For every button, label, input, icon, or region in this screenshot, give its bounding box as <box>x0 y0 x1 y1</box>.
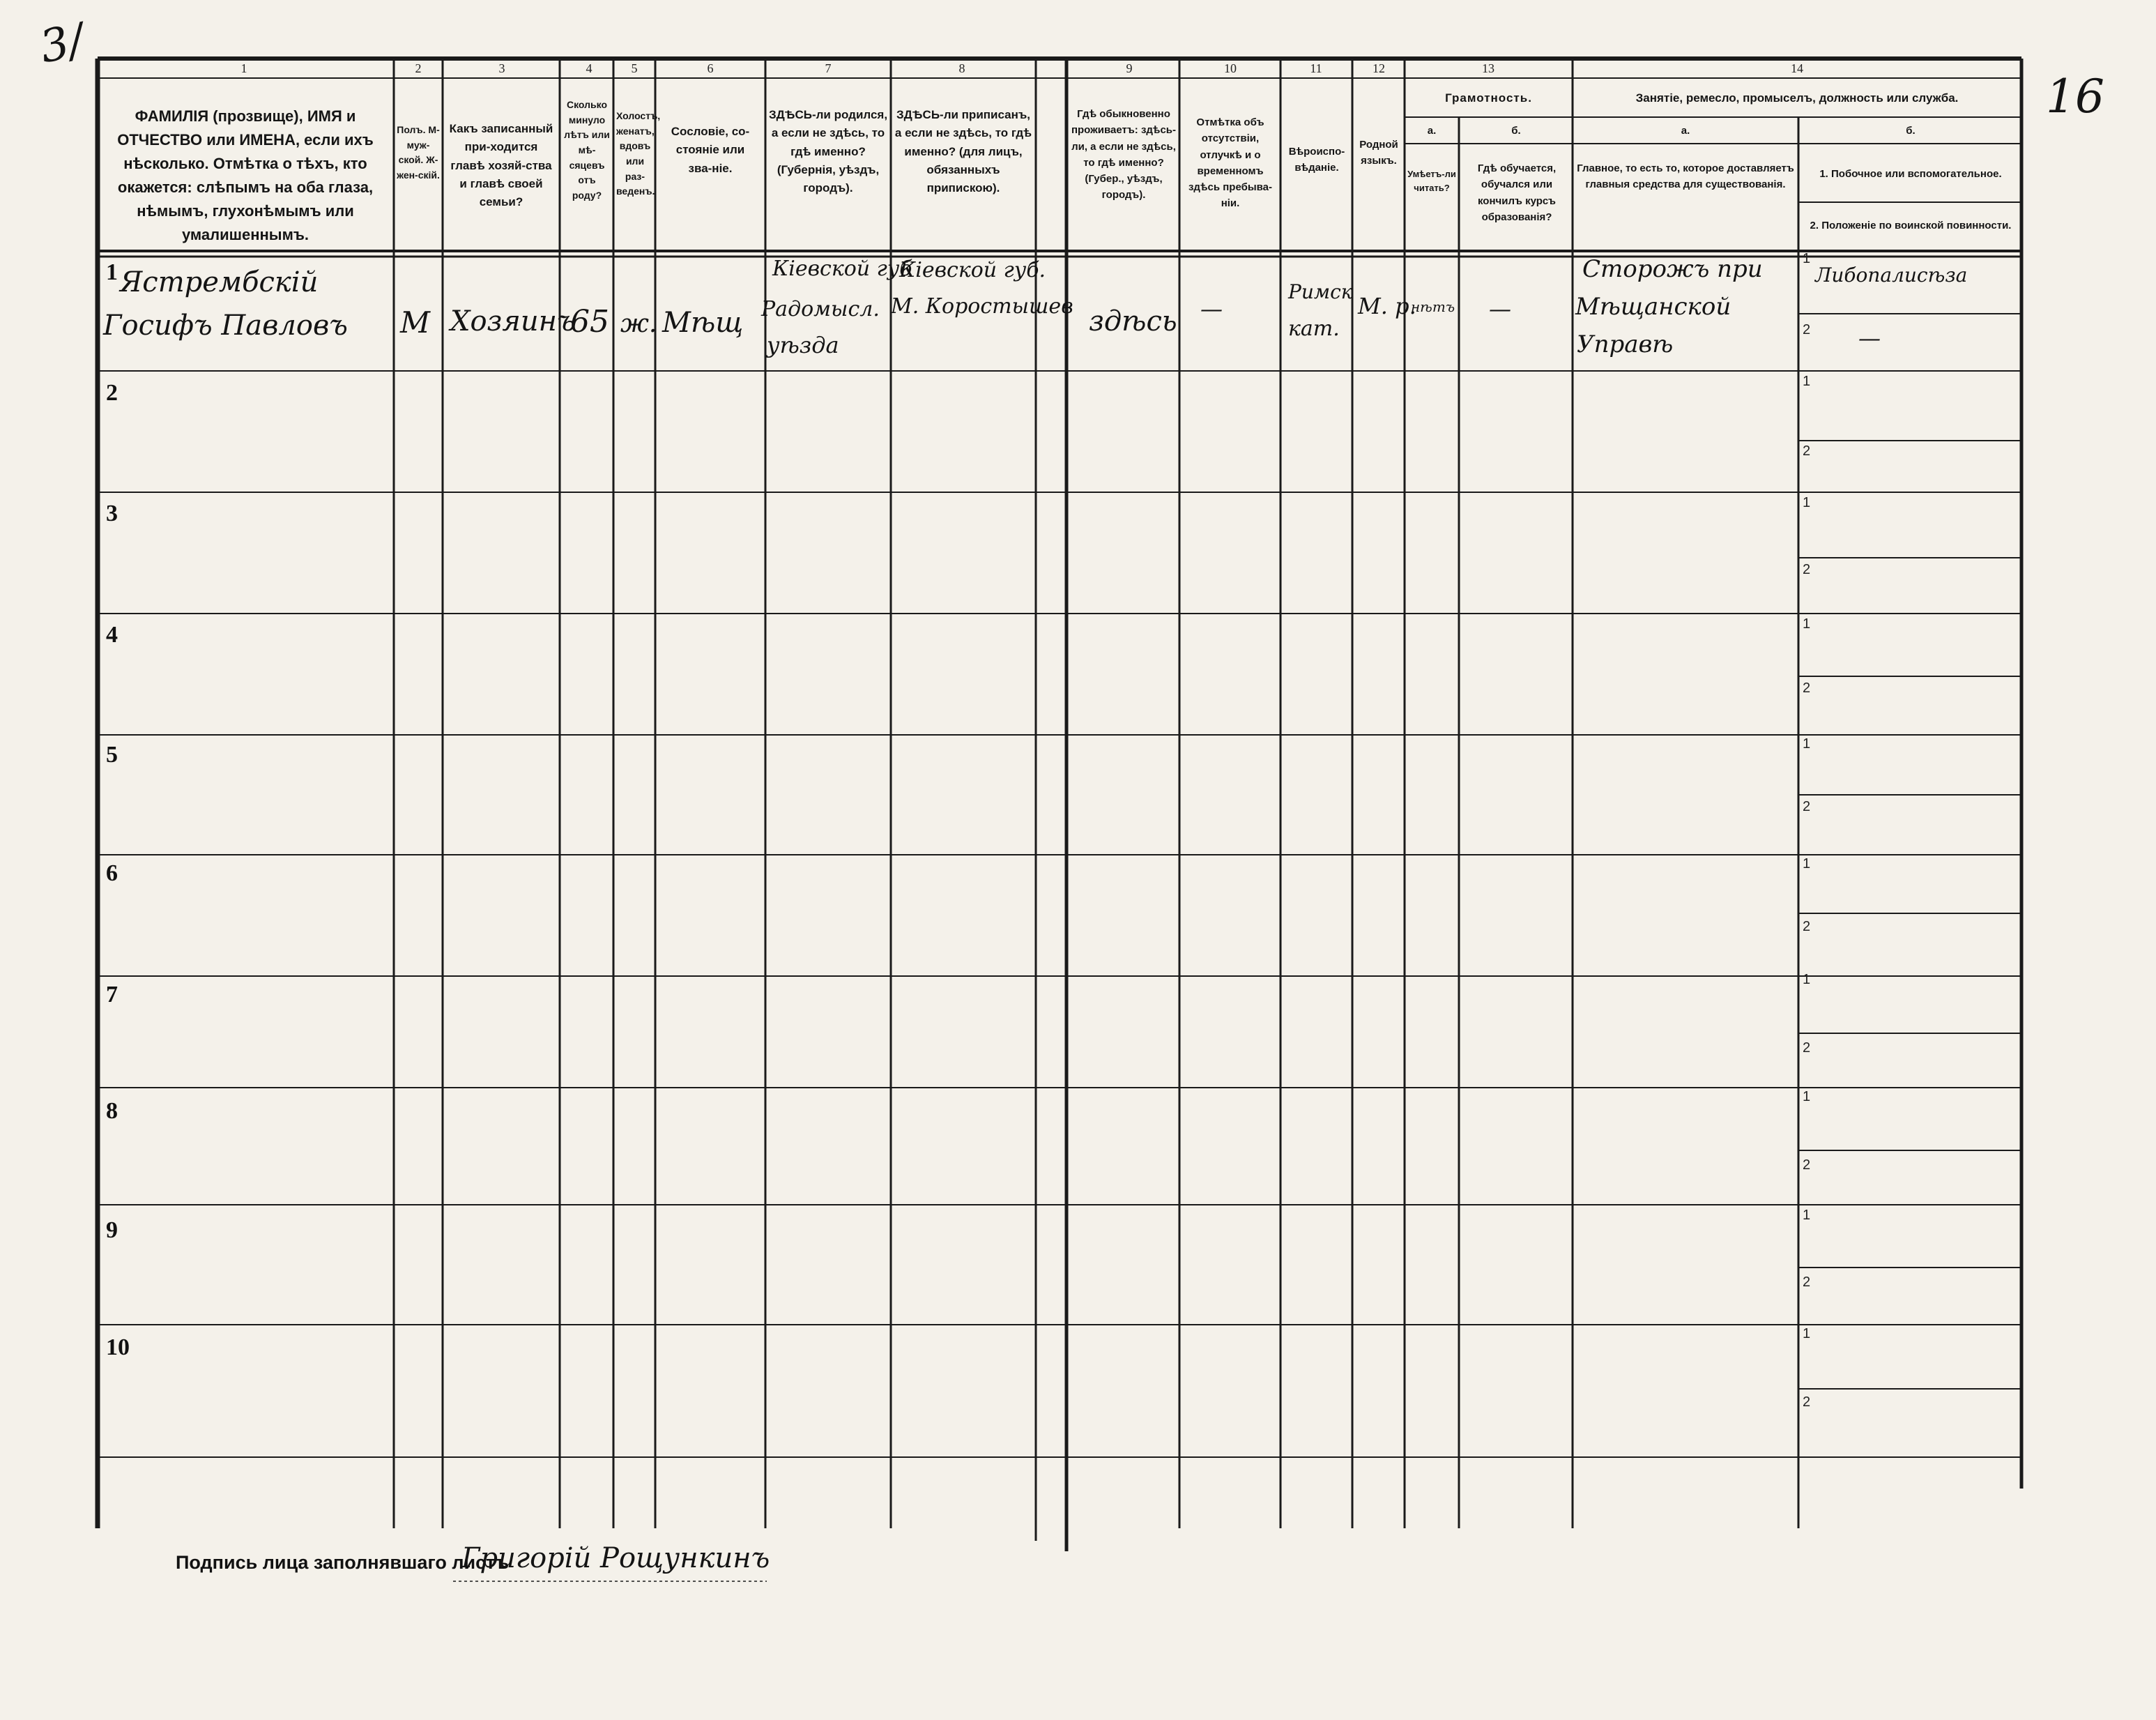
page-number: 16 <box>2046 70 2104 123</box>
row-5-sub-1: 1 <box>1803 736 1811 752</box>
col-header-6: Сословіе, со-стояніе или зва-ніе. <box>671 125 750 175</box>
occupation-b-line1: 1. Побочное или вспомогательное. <box>1819 168 2002 180</box>
col-header-4: Сколько минуло лѣтъ или мѣ-сяцевъ отъ роду? <box>564 99 610 201</box>
entry-birthplace-2: Радомысл. <box>761 297 880 321</box>
literacy-a-text: Умѣетъ-ли читать? <box>1407 169 1456 194</box>
entry-birthplace-1: Кіевской губ <box>772 257 912 281</box>
row-3-sub-2: 2 <box>1803 562 1811 577</box>
row-number-10: 10 <box>106 1334 130 1360</box>
row-6-sub-1: 1 <box>1803 856 1811 872</box>
col-header-8: ЗДѢСЬ-ли приписанъ, а если не здѣсь, то гдѣ именно? (для лицъ, обязанныхъ припискою). <box>894 108 1032 195</box>
col-num-9: 9 <box>1126 61 1133 75</box>
entry-occupation-2: Мѣщанской <box>1575 293 1731 321</box>
occupation-a-label: а. <box>1681 125 1690 137</box>
occupation-b-label: б. <box>1906 125 1916 137</box>
entry-religion-1: Римск <box>1288 280 1353 303</box>
entry-relation: Хозяинъ <box>450 305 576 337</box>
col-header-10: Отмѣтка объ отсутствіи, отлучкѣ и о временномъ здѣсь пребыва-ніи. <box>1188 116 1273 210</box>
row-8-sub-1: 1 <box>1803 1089 1811 1104</box>
col-header-2: Полъ. М-муж-ской. Ж-жен-скій. <box>397 124 440 181</box>
entry-occupation-3: Управѣ <box>1577 330 1674 358</box>
col-header-5: Холостъ, женатъ, вдовъ или раз-веденъ. <box>616 110 661 197</box>
row-number-4: 4 <box>106 622 118 648</box>
row-9-sub-2: 2 <box>1803 1274 1811 1290</box>
row-7-sub-1: 1 <box>1803 972 1811 987</box>
col-header-3: Какъ записанный при-ходится главѣ хозяй-ства и главѣ своей семьи? <box>449 122 553 209</box>
entry-surname: Ястрембскій <box>120 266 319 298</box>
row-8-sub-2: 2 <box>1803 1157 1811 1173</box>
col-header-14: Занятіе, ремесло, промыселъ, должность или служба. <box>1635 91 1959 105</box>
entry-occupation-side: Либопалисѣза <box>1815 264 1968 287</box>
literacy-b-text: Гдѣ обучается, обучался или кончилъ курсъ образованія? <box>1477 162 1557 223</box>
col-num-8: 8 <box>958 61 965 75</box>
entry-military: — <box>1858 325 1881 351</box>
row-number-9: 9 <box>106 1217 118 1243</box>
col-header-1: ФАМИЛІЯ (прозвище), ИМЯ и ОТЧЕСТВО или ИМЕНА, если ихъ нѣсколько. Отмѣтка о тѣхъ, кто окажется: слѣпымъ на оба глаза, нѣмымъ, глухонѣмымъ или умалишеннымъ. <box>117 107 374 244</box>
row-1-sub-2: 2 <box>1803 322 1811 337</box>
entry-education: — <box>1489 296 1511 322</box>
entry-literate: нѣтъ <box>1411 298 1455 315</box>
col-header-12: Родной языкъ. <box>1359 139 1398 167</box>
col-header-7: ЗДѢСЬ-ли родился, а если не здѣсь, то гдѣ именно? (Губернія, уѣздъ, городъ). <box>768 108 888 195</box>
entry-age: 65 <box>570 304 609 340</box>
col-num-10: 10 <box>1224 61 1237 75</box>
row-7-sub-2: 2 <box>1803 1040 1811 1056</box>
col-header-13: Грамотность. <box>1445 91 1532 105</box>
row-number-8: 8 <box>106 1098 118 1124</box>
entry-registered-1: Кіевской губ. <box>899 258 1046 282</box>
entry-marital: ж. <box>620 310 657 338</box>
col-num-14: 14 <box>1791 61 1803 75</box>
entry-estate: Мѣщ <box>662 307 744 339</box>
literacy-a-label: а. <box>1427 125 1437 137</box>
row-2-sub-2: 2 <box>1803 443 1811 459</box>
occupation-b-line2: 2. Положеніе по воинской повинности. <box>1810 220 2012 231</box>
col-num-5: 5 <box>631 61 638 75</box>
row-4-sub-1: 1 <box>1803 616 1811 632</box>
row-1-sub-1: 1 <box>1803 251 1811 266</box>
row-number-7: 7 <box>106 982 118 1007</box>
entry-occupation-1: Сторожъ при <box>1582 255 1763 283</box>
col-header-11: Вѣроиспо-вѣданіе. <box>1288 146 1345 174</box>
col-num-4: 4 <box>586 61 592 75</box>
row-10-sub-1: 1 <box>1803 1326 1811 1341</box>
col-num-11: 11 <box>1310 61 1322 75</box>
row-2-sub-1: 1 <box>1803 374 1811 389</box>
entry-religion-2: кат. <box>1288 317 1340 341</box>
literacy-b-label: б. <box>1511 125 1521 137</box>
corner-mark: 3/ <box>35 14 89 74</box>
signature-name: Григорій Рощункинъ <box>461 1542 770 1574</box>
col-num-6: 6 <box>707 61 714 75</box>
col-num-12: 12 <box>1373 61 1385 75</box>
col-header-9: Гдѣ обыкновенно проживаетъ: здѣсь-ли, а если не здѣсь, то гдѣ именно? (Губер., уѣздъ, городъ). <box>1071 108 1177 201</box>
entry-absence: — <box>1200 296 1223 322</box>
entry-registered-2: М. Коростышев <box>891 294 1073 319</box>
occupation-a-text: Главное, то есть то, которое доставляетъ главныя средства для существованія. <box>1577 162 1794 191</box>
entry-sex: М <box>400 305 431 340</box>
col-num-2: 2 <box>415 61 422 75</box>
row-3-sub-1: 1 <box>1803 495 1811 510</box>
row-number-5: 5 <box>106 742 118 768</box>
entry-language: М. р. <box>1358 293 1416 319</box>
row-5-sub-2: 2 <box>1803 799 1811 814</box>
signature-label: Подпись лица заполнявшаго листъ <box>176 1552 509 1573</box>
row-number-2: 2 <box>106 380 118 406</box>
col-num-3: 3 <box>498 61 505 75</box>
row-6-sub-2: 2 <box>1803 919 1811 934</box>
row-9-sub-1: 1 <box>1803 1208 1811 1223</box>
row-4-sub-2: 2 <box>1803 680 1811 696</box>
col-num-1: 1 <box>240 61 247 75</box>
row-number-6: 6 <box>106 860 118 886</box>
col-num-13: 13 <box>1482 61 1494 75</box>
row-10-sub-2: 2 <box>1803 1394 1811 1410</box>
row-number-3: 3 <box>106 501 118 526</box>
entry-given-names: Госифъ Павловъ <box>103 310 348 342</box>
col-num-7: 7 <box>825 61 832 75</box>
row-number-1: 1 <box>106 259 118 285</box>
entry-birthplace-3: уѣзда <box>767 332 839 358</box>
entry-residence: здѣсь <box>1089 305 1177 337</box>
